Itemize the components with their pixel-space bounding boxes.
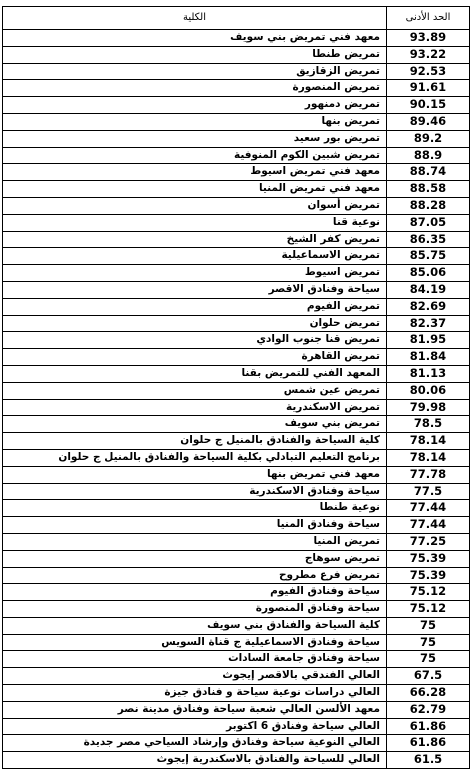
college-name-cell: برنامج التعليم التبادلي بكلية السياحة والفنادق بالمنيل ج حلوان xyxy=(3,449,387,466)
table-row xyxy=(3,718,470,735)
minimum-score-cell: 75 xyxy=(387,634,470,651)
minimum-score-cell: 75.39 xyxy=(387,567,470,584)
minimum-score-cell: 78.14 xyxy=(387,449,470,466)
college-name-cell: تمريض بني سويف xyxy=(3,416,387,433)
minimum-score-cell: 67.5 xyxy=(387,668,470,685)
table-row xyxy=(3,466,470,483)
table-row xyxy=(3,231,470,248)
minimum-score-cell: 91.61 xyxy=(387,80,470,97)
minimum-score-cell: 85.75 xyxy=(387,248,470,265)
college-name-cell: تمريض الزقازيق xyxy=(3,63,387,80)
table-row xyxy=(3,80,470,97)
college-name-cell: تمريض بنها xyxy=(3,113,387,130)
table-row xyxy=(3,382,470,399)
table-row xyxy=(3,735,470,752)
college-name-cell: معهد فني تمريض بنها xyxy=(3,466,387,483)
table-row xyxy=(3,315,470,332)
college-name-cell: تمريض كفر الشيخ xyxy=(3,231,387,248)
minimum-score-cell: 61.86 xyxy=(387,735,470,752)
minimum-score-cell: 79.98 xyxy=(387,399,470,416)
college-name-cell: العالي للسياحة والفنادق بالاسكندرية إيجوث xyxy=(3,752,387,769)
table-row xyxy=(3,651,470,668)
table-row xyxy=(3,584,470,601)
minimum-score-cell: 89.2 xyxy=(387,130,470,147)
table-row xyxy=(3,130,470,147)
minimum-score-cell: 85.06 xyxy=(387,265,470,282)
minimum-score-cell: 90.15 xyxy=(387,97,470,114)
minimum-score-cell: 89.46 xyxy=(387,113,470,130)
table-row xyxy=(3,449,470,466)
college-name-cell: معهد فني تمريض اسيوط xyxy=(3,164,387,181)
college-name-cell: المعهد الفني للتمريض بقنا xyxy=(3,365,387,382)
table-row xyxy=(3,97,470,114)
college-name-cell: سياحة وفنادق جامعة السادات xyxy=(3,651,387,668)
minimum-score-cell: 87.05 xyxy=(387,214,470,231)
table-row xyxy=(3,365,470,382)
table-row xyxy=(3,63,470,80)
college-name-cell: تمريض بور سعيد xyxy=(3,130,387,147)
college-name-cell: تمريض سوهاج xyxy=(3,550,387,567)
table-row xyxy=(3,567,470,584)
table-row xyxy=(3,483,470,500)
college-name-cell: تمريض الفيوم xyxy=(3,298,387,315)
table-row xyxy=(3,248,470,265)
minimum-score-cell: 88.58 xyxy=(387,181,470,198)
college-name-cell: سياحة وفنادق الاسكندرية xyxy=(3,483,387,500)
minimum-score-cell: 88.74 xyxy=(387,164,470,181)
table-row xyxy=(3,46,470,63)
table-row xyxy=(3,181,470,198)
minimum-score-cell: 81.13 xyxy=(387,365,470,382)
minimum-score-cell: 77.25 xyxy=(387,533,470,550)
college-name-cell: تمريض الاسكندرية xyxy=(3,399,387,416)
table-row xyxy=(3,517,470,534)
minimum-score-cell: 78.14 xyxy=(387,433,470,450)
minimum-score-cell: 75.39 xyxy=(387,550,470,567)
college-name-cell: تمريض أسوان xyxy=(3,197,387,214)
college-name-cell: تمريض القاهرة xyxy=(3,349,387,366)
college-name-cell: معهد فني تمريض بني سويف xyxy=(3,30,387,47)
minimum-score-cell: 81.95 xyxy=(387,332,470,349)
college-name-cell: سياحة وفنادق الفيوم xyxy=(3,584,387,601)
college-name-cell: تمريض شبين الكوم المنوفية xyxy=(3,147,387,164)
minimum-score-cell: 92.53 xyxy=(387,63,470,80)
table-row xyxy=(3,113,470,130)
minimum-score-cell: 88.9 xyxy=(387,147,470,164)
college-name-cell: نوعية قنا xyxy=(3,214,387,231)
minimum-score-cell: 77.78 xyxy=(387,466,470,483)
table-row xyxy=(3,332,470,349)
table-row xyxy=(3,601,470,618)
college-name-cell: سياحة وفنادق المنيا xyxy=(3,517,387,534)
table-row xyxy=(3,617,470,634)
college-name-cell: كلية السياحة والفنادق بالمنيل ج حلوان xyxy=(3,433,387,450)
minimum-score-cell: 86.35 xyxy=(387,231,470,248)
college-name-cell: تمريض طنطا xyxy=(3,46,387,63)
minimum-score-cell: 66.28 xyxy=(387,685,470,702)
college-name-cell: سياحة وفنادق الاسماعيلية ج قناة السويس xyxy=(3,634,387,651)
table-row xyxy=(3,281,470,298)
college-name-cell: تمريض اسيوط xyxy=(3,265,387,282)
minimum-score-cell: 75.12 xyxy=(387,601,470,618)
table-row xyxy=(3,752,470,769)
college-name-cell: تمريض حلوان xyxy=(3,315,387,332)
minimum-score-cell: 80.06 xyxy=(387,382,470,399)
college-name-cell: كلية السياحة والفنادق بني سويف xyxy=(3,617,387,634)
minimum-score-cell: 84.19 xyxy=(387,281,470,298)
table-row xyxy=(3,634,470,651)
minimum-score-cell: 93.22 xyxy=(387,46,470,63)
minimum-score-cell: 62.79 xyxy=(387,701,470,718)
college-name-cell: العالي دراسات نوعية سياحة و فنادق جيزة xyxy=(3,685,387,702)
table-row xyxy=(3,349,470,366)
table-body xyxy=(3,30,470,769)
minimum-score-cell: 82.37 xyxy=(387,315,470,332)
minimum-score-cell: 81.84 xyxy=(387,349,470,366)
minimum-score-cell: 61.5 xyxy=(387,752,470,769)
college-name-cell: تمريض المنيا xyxy=(3,533,387,550)
table-header-row xyxy=(3,7,470,30)
minimum-score-cell: 77.44 xyxy=(387,517,470,534)
college-name-cell: العالي النوعية سياحة وفنادق وإرشاد السياحي مصر جديدة xyxy=(3,735,387,752)
college-name-cell: تمريض قنا جنوب الوادي xyxy=(3,332,387,349)
minimum-score-cell: 75 xyxy=(387,651,470,668)
minimum-score-cell: 88.28 xyxy=(387,197,470,214)
table-row xyxy=(3,298,470,315)
college-name-cell: تمريض فرع مطروح xyxy=(3,567,387,584)
table-row xyxy=(3,197,470,214)
college-name-cell: العالي سياحة وفنادق 6 اكتوبر xyxy=(3,718,387,735)
header-college: الكلية xyxy=(3,7,387,30)
college-name-cell: تمريض الاسماعيلية xyxy=(3,248,387,265)
table-row xyxy=(3,701,470,718)
minimum-score-cell: 75 xyxy=(387,617,470,634)
minimum-score-cell: 61.86 xyxy=(387,718,470,735)
minimum-score-cell: 93.89 xyxy=(387,30,470,47)
college-name-cell: تمريض دمنهور xyxy=(3,97,387,114)
admission-table xyxy=(2,6,470,769)
minimum-score-cell: 82.69 xyxy=(387,298,470,315)
college-name-cell: سياحة وفنادق الاقصر xyxy=(3,281,387,298)
college-name-cell: العالي الفندقي بالاقصر إيجوث xyxy=(3,668,387,685)
table-row xyxy=(3,265,470,282)
table-row xyxy=(3,668,470,685)
college-name-cell: نوعية طنطا xyxy=(3,500,387,517)
minimum-score-cell: 75.12 xyxy=(387,584,470,601)
college-name-cell: معهد الألسن العالي شعبة سياحة وفنادق مدينة نصر xyxy=(3,701,387,718)
table-row xyxy=(3,533,470,550)
college-name-cell: معهد فني تمريض المنيا xyxy=(3,181,387,198)
header-minimum-score: الحد الأدنى xyxy=(387,7,470,30)
minimum-score-cell: 77.5 xyxy=(387,483,470,500)
table-row xyxy=(3,147,470,164)
table-row xyxy=(3,30,470,47)
minimum-score-cell: 78.5 xyxy=(387,416,470,433)
table-row xyxy=(3,433,470,450)
college-name-cell: سياحة وفنادق المنصورة xyxy=(3,601,387,618)
minimum-score-cell: 77.44 xyxy=(387,500,470,517)
table-row xyxy=(3,500,470,517)
college-name-cell: تمريض المنصورة xyxy=(3,80,387,97)
table-row xyxy=(3,416,470,433)
college-name-cell: تمريض عين شمس xyxy=(3,382,387,399)
table-row xyxy=(3,214,470,231)
table-row xyxy=(3,685,470,702)
table-row xyxy=(3,550,470,567)
table-row xyxy=(3,164,470,181)
table-row xyxy=(3,399,470,416)
